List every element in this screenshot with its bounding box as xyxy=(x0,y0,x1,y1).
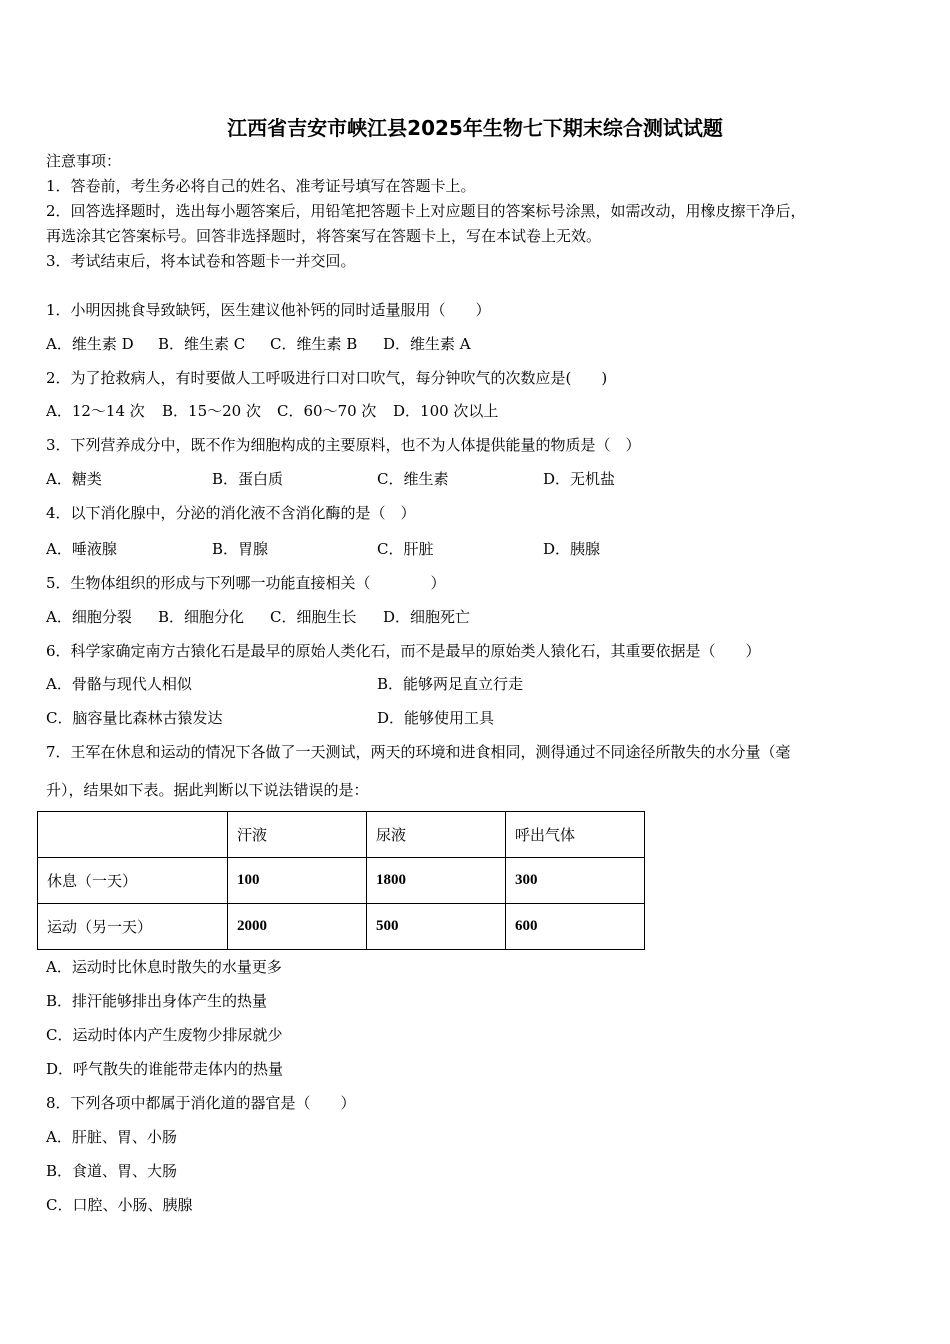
option-d: D．100 次以上 xyxy=(393,402,499,420)
option-c: C．口腔、小肠、胰腺 xyxy=(46,1196,193,1214)
table-cell: 休息（一天） xyxy=(38,858,228,904)
option-b: B．食道、胃、大肠 xyxy=(46,1162,178,1180)
table-header-sweat: 汗液 xyxy=(228,812,367,858)
option-a: A．细胞分裂 xyxy=(46,608,132,626)
notice-item: 1．答卷前，考生务必将自己的姓名、准考证号填写在答题卡上。 xyxy=(46,177,476,195)
table-row xyxy=(38,858,645,904)
table-cell xyxy=(38,812,228,858)
option-c: C．60～70 次 xyxy=(277,402,377,420)
option-b: B．维生素 C xyxy=(158,335,246,353)
table-header-urine: 尿液 xyxy=(367,812,506,858)
option-c: C．肝脏 xyxy=(377,540,434,558)
question-stem: 7．王军在休息和运动的情况下各做了一天测试，两天的环境和进食相同，测得通过不同途径所散失的水分量（毫 xyxy=(46,743,791,761)
question-stem: 5．生物体组织的形成与下列哪一功能直接相关（ ） xyxy=(46,574,446,592)
option-a: A．肝脏、胃、小肠 xyxy=(46,1128,177,1146)
option-a: A．唾液腺 xyxy=(46,540,117,558)
notice-heading: 注意事项： xyxy=(46,152,122,170)
table-row xyxy=(38,904,645,950)
table-cell: 100 xyxy=(228,858,367,904)
question-stem: 4．以下消化腺中，分泌的消化液不含消化酶的是（ ） xyxy=(46,504,416,522)
option-b: B．细胞分化 xyxy=(158,608,245,626)
option-b: B．胃腺 xyxy=(212,540,269,558)
notice-item: 2．回答选择题时，选出每小题答案后，用铅笔把答题卡上对应题目的答案标号涂黑，如需改动，用橡皮擦干净后， xyxy=(46,202,806,220)
water-loss-table xyxy=(37,811,645,950)
question-stem: 1．小明因挑食导致缺钙，医生建议他补钙的同时适量服用（ ） xyxy=(46,301,491,319)
option-c: C．脑容量比森林古猿发达 xyxy=(46,709,223,727)
table-header-breath: 呼出气体 xyxy=(506,812,645,858)
option-b: B．排汗能够排出身体产生的热量 xyxy=(46,992,268,1010)
option-d: D．呼气散失的谁能带走体内的热量 xyxy=(46,1060,284,1078)
table-header-row xyxy=(38,812,645,858)
option-c: C．维生素 xyxy=(377,470,449,488)
option-a: A．12～14 次 xyxy=(46,402,145,420)
table-cell: 运动（另一天） xyxy=(38,904,228,950)
table-cell: 500 xyxy=(367,904,506,950)
question-stem: 2．为了抢救病人，有时要做人工呼吸进行口对口吹气，每分钟吹气的次数应是( ) xyxy=(46,369,608,387)
option-c: C．维生素 B xyxy=(270,335,358,353)
option-a: A．维生素 D xyxy=(46,335,134,353)
table-cell: 300 xyxy=(506,858,645,904)
option-b: B．能够两足直立行走 xyxy=(377,675,524,693)
option-b: B．15～20 次 xyxy=(162,402,261,420)
option-b: B．蛋白质 xyxy=(212,470,284,488)
option-d: D．能够使用工具 xyxy=(377,709,495,727)
table-cell: 600 xyxy=(506,904,645,950)
table-cell: 1800 xyxy=(367,858,506,904)
option-c: C．细胞生长 xyxy=(270,608,357,626)
question-stem-cont: 升），结果如下表。据此判断以下说法错误的是： xyxy=(46,781,369,799)
question-stem: 3．下列营养成分中，既不作为细胞构成的主要原料，也不为人体提供能量的物质是（ ） xyxy=(46,436,641,454)
option-d: D．细胞死亡 xyxy=(383,608,471,626)
notice-item: 再选涂其它答案标号。回答非选择题时，将答案写在答题卡上，写在本试卷上无效。 xyxy=(46,227,602,245)
option-a: A．糖类 xyxy=(46,470,102,488)
option-c: C．运动时体内产生废物少排尿就少 xyxy=(46,1026,283,1044)
page-title: 江西省吉安市峡江县2025年生物七下期末综合测试试题 xyxy=(227,116,723,140)
notice-item: 3．考试结束后，将本试卷和答题卡一并交回。 xyxy=(46,252,356,270)
option-d: D．无机盐 xyxy=(543,470,616,488)
option-a: A．骨骼与现代人相似 xyxy=(46,675,192,693)
table-cell: 2000 xyxy=(228,904,367,950)
option-a: A．运动时比休息时散失的水量更多 xyxy=(46,958,282,976)
question-stem: 6．科学家确定南方古猿化石是最早的原始人类化石，而不是最早的原始类人猿化石，其重要依据是（ ） xyxy=(46,642,761,660)
option-d: D．胰腺 xyxy=(543,540,601,558)
question-stem: 8．下列各项中都属于消化道的器官是（ ） xyxy=(46,1094,356,1112)
option-d: D．维生素 A xyxy=(383,335,471,353)
